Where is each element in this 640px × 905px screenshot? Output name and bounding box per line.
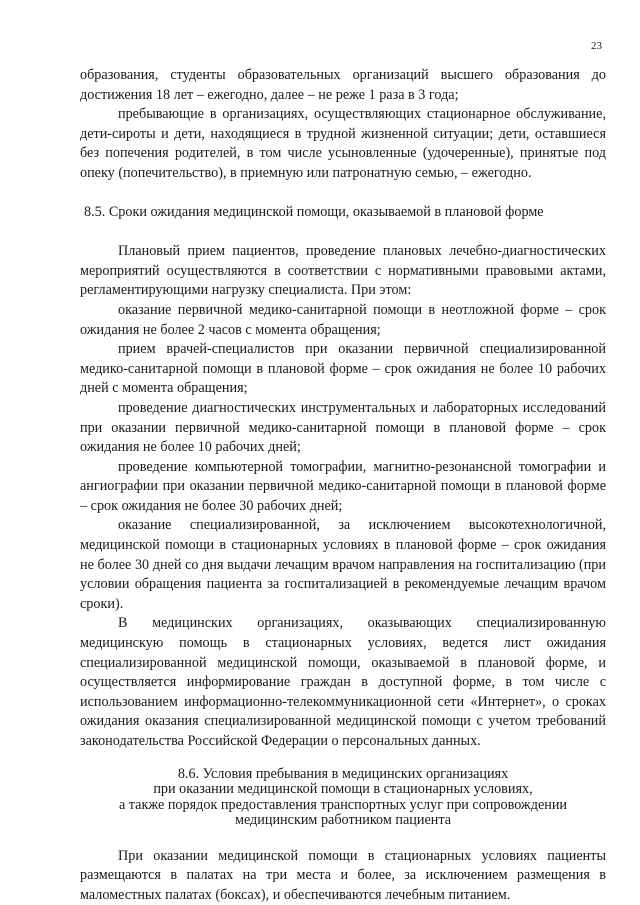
paragraph: При оказании медицинской помощи в стационарных условиях пациенты размещаются в палатах на три места и более, за исключением размещения в маломестных палатах (боксах), и обеспечиваются лечебным питанием. [80, 847, 606, 903]
page-content [80, 66, 606, 905]
paragraph: пребывающие в организациях, осуществляющих стационарное обслуживание, дети-сироты и дети, находящиеся в трудной жизненной ситуации; дети, оставшиеся без попечения родителей, в том числе усыновленные (удочеренные), принятые под опеку (попечительство), в приемную или патронатную семью, – ежегодно. [80, 106, 606, 181]
paragraph: образования, студенты образовательных организаций высшего образования до достижения 18 лет – ежегодно, далее – не реже 1 раза в 3 года; [80, 67, 606, 103]
page-number: 23 [591, 40, 602, 52]
paragraph: оказание первичной медико-санитарной помощи в неотложной форме – срок ожидания не более 2 часов с момента обращения; [80, 301, 606, 338]
heading-line: при оказании медицинской помощи в стационарных условиях, [153, 781, 533, 798]
heading-line: 8.6. Условия пребывания в медицинских организациях [177, 765, 509, 782]
section-heading-8-6 [80, 767, 606, 829]
heading-line: а также порядок предоставления транспортных услуг при сопровождении медицинским работником пациента [118, 796, 568, 829]
paragraph: Плановый прием пациентов, проведение плановых лечебно-диагностических мероприятий осуществляются в соответствии с нормативными правовыми актами, регламентирующими нагрузку специалиста. При этом: [80, 243, 606, 299]
paragraph: проведение компьютерной томографии, магнитно-резонансной томографии и ангиографии при оказании первичной медико-санитарной помощи в плановой форме – срок ожидания не более 30 рабочих дней; [80, 458, 606, 514]
paragraph: В медицинских организациях, оказывающих специализированную медицинскую помощь в стационарных условиях, ведется лист ожидания специализированной медицинской помощи, оказываемой в плановой форме, и осуществляется информирование граждан в доступной форме, в том числе с использованием информационно-телекоммуникационной сети «Интернет», о сроках ожидания оказания специализированной медицинской помощи с учетом требований законодательства Российской Федерации о персональных данных. [80, 615, 606, 749]
paragraph: проведение диагностических инструментальных и лабораторных исследований при оказании первичной медико-санитарной помощи в плановой форме – срок ожидания не более 10 рабочих дней; [80, 399, 606, 456]
paragraph: прием врачей-специалистов при оказании первичной специализированной медико-санитарной помощи в плановой форме – срок ожидания не более 10 рабочих дней с момента обращения; [80, 341, 606, 397]
paragraph: оказание специализированной, за исключением высокотехнологичной, медицинской помощи в стационарных условиях в плановой форме – срок ожидания не более 30 дней со дня выдачи лечащим врачом направления на госпитализацию (при условии обращения пациента за госпитализацией в рекомендуемые лечащим врачом сроки). [80, 517, 606, 612]
section-heading-8-5: 8.5. Сроки ожидания медицинской помощи, оказываемой в плановой форме [84, 203, 544, 220]
